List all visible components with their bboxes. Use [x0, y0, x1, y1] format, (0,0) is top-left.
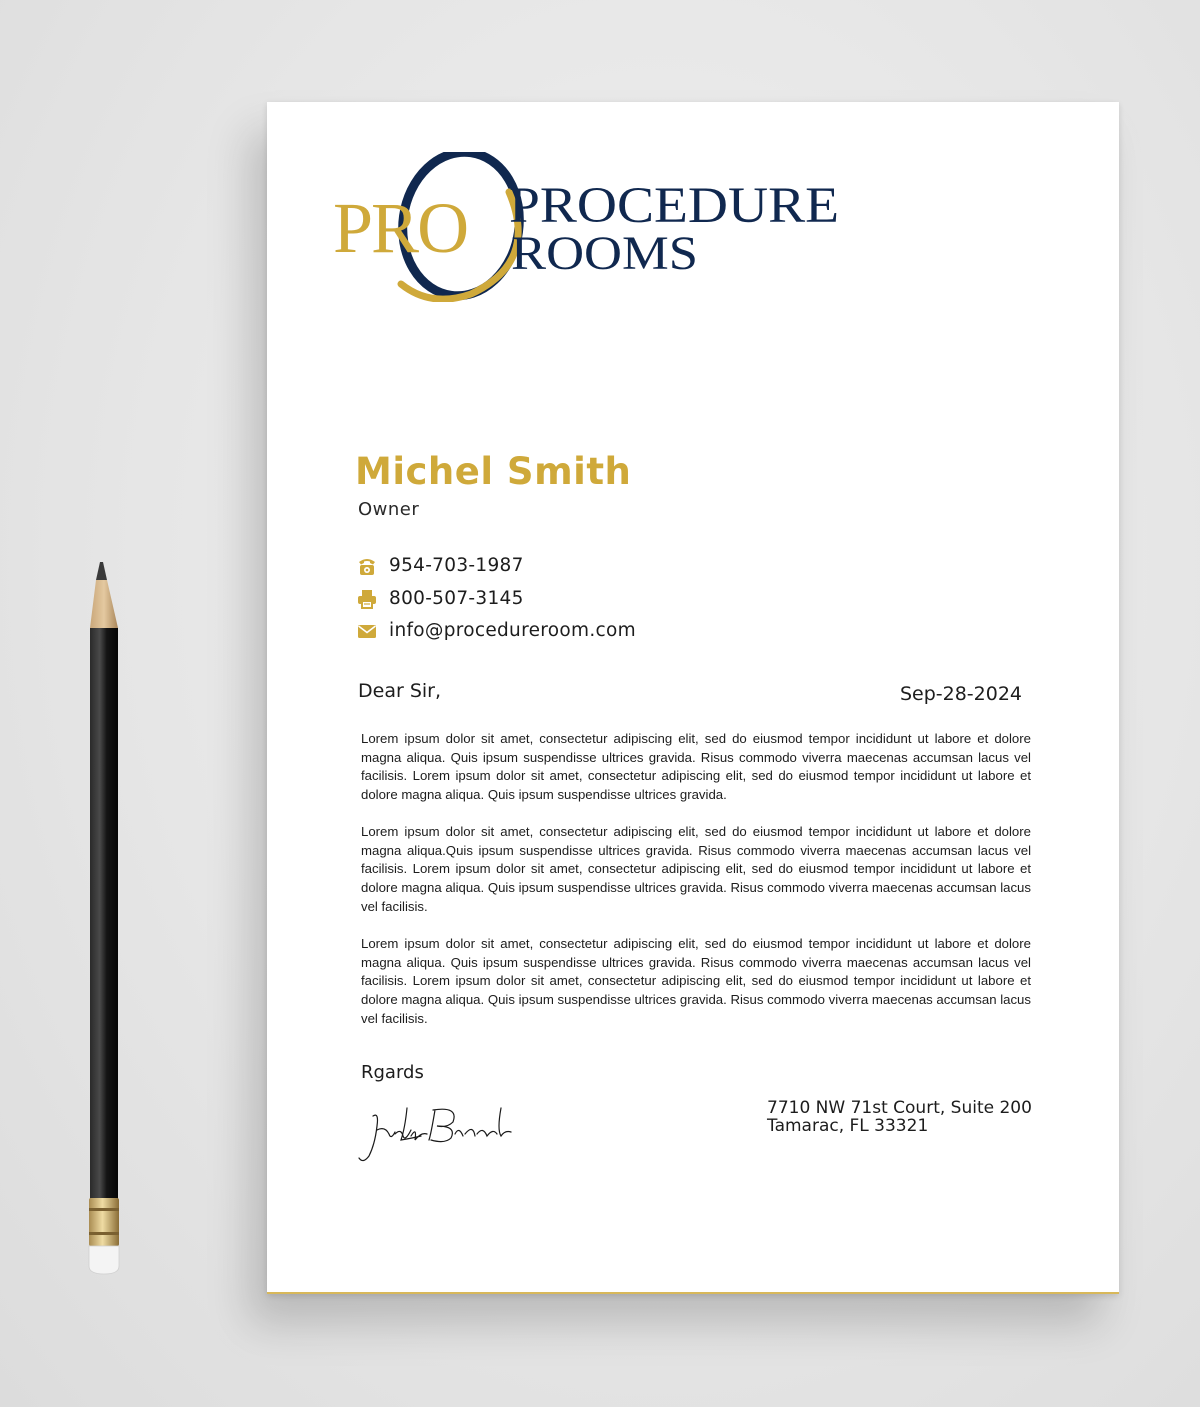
company-address: [767, 1099, 1032, 1135]
logo-line2: ROOMS: [511, 227, 698, 280]
letter-greeting: Dear Sir,: [358, 680, 442, 702]
letter-date: Sep-28-2024: [899, 683, 1022, 705]
address-line-2: Tamarac, FL 33321: [767, 1116, 929, 1136]
logo-line1: PROCEDURE: [509, 178, 839, 234]
contact-phone-row: [357, 555, 524, 576]
sender-title: Owner: [358, 499, 420, 520]
logo-monogram: PRO: [333, 188, 468, 268]
company-logo: [331, 152, 851, 302]
sender-name: Michel Smith: [355, 450, 632, 493]
letterhead-page: [267, 102, 1119, 1294]
pencil-image: [84, 562, 124, 1282]
mail-icon: [357, 621, 377, 641]
contact-fax-row: [357, 588, 524, 609]
contact-fax[interactable]: 800-507-3145: [389, 588, 524, 609]
contact-email[interactable]: info@procedureroom.com: [389, 620, 636, 641]
fax-icon: [357, 589, 377, 609]
phone-icon: [357, 556, 377, 576]
letter-paragraph: Lorem ipsum dolor sit amet, consectetur adipiscing elit, sed do eiusmod tempor incididunt ut labore et dolore magna aliqua. Quis ipsum suspendisse ultrices gravida. Risus commodo viverra maecenas accumsan lacus vel facilisis. Lorem ipsum dolor sit amet, consectetur adipiscing elit, sed do eiusmod tempor incididunt ut labore et dolore magna aliqua. Quis ipsum suspendisse ultrices gravida.: [361, 731, 1031, 803]
contact-phone[interactable]: 954-703-1987: [389, 555, 524, 576]
contact-email-row: [357, 620, 636, 641]
signature: [355, 1104, 525, 1169]
letter-paragraph: Lorem ipsum dolor sit amet, consectetur adipiscing elit, sed do eiusmod tempor incididunt ut labore et dolore magna aliqua. Quis ipsum suspendisse ultrices gravida. Risus commodo viverra maecenas accumsan lacus vel facilisis. Lorem ipsum dolor sit amet, consectetur adipiscing elit, sed do eiusmod tempor incididunt ut labore et dolore magna aliqua. Quis ipsum suspendisse ultrices gravida. Risus commodo viverra maecenas accumsan lacus vel facilisis.: [361, 936, 1031, 1026]
letter-paragraph: Lorem ipsum dolor sit amet, consectetur adipiscing elit, sed do eiusmod tempor incididunt ut labore et dolore magna aliqua.Quis ipsum suspendisse ultrices gravida. Risus commodo viverra maecenas accumsan lacus vel facilisis. Lorem ipsum dolor sit amet, consectetur adipiscing elit, sed do eiusmod tempor incididunt ut labore et dolore magna aliqua. Quis ipsum suspendisse ultrices gravida. Risus commodo viverra maecenas accumsan lacus vel facilisis.: [361, 824, 1031, 914]
letter-closing: Rgards: [361, 1062, 424, 1083]
address-line-1: 7710 NW 71st Court, Suite 200: [767, 1098, 1032, 1118]
